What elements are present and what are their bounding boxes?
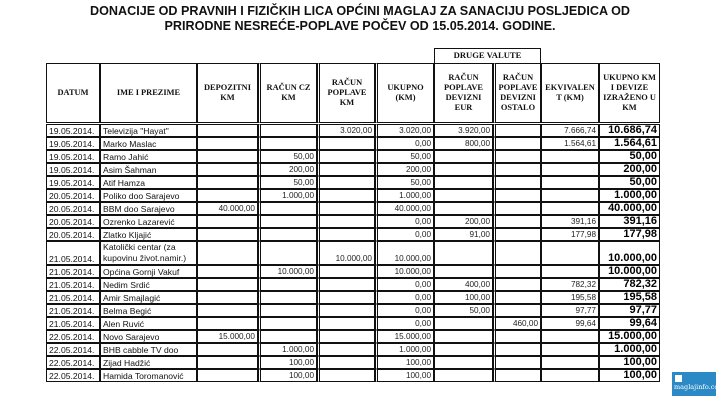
cell-ime: Ramo Jahić	[100, 150, 197, 163]
cell-cz: 100,00	[258, 356, 317, 369]
cell-total: 50,00	[599, 150, 660, 163]
cell-poplave	[317, 343, 375, 356]
col-header-ekvivalent: EKVIVALEN T (KM)	[541, 63, 599, 123]
cell-ime: Hamida Toromanović	[100, 369, 197, 382]
cell-eur	[434, 150, 493, 163]
cell-ime: Amir Smajlagić	[100, 291, 197, 304]
cell-eur: 50,00	[434, 304, 493, 317]
cell-cz	[258, 278, 317, 291]
cell-ime: Novo Sarajevo	[100, 330, 197, 343]
cell-datum: 22.05.2014.	[46, 343, 100, 356]
cell-ime: Ozrenko Lazarević	[100, 215, 197, 228]
cell-ime: BBM doo Sarajevo	[100, 202, 197, 215]
table-row	[46, 241, 660, 265]
table-row	[46, 330, 660, 343]
cell-ime: Alen Ruvić	[100, 317, 197, 330]
cell-ekv	[541, 369, 599, 382]
cell-ostalo	[493, 176, 541, 189]
cell-cz	[258, 137, 317, 150]
cell-ime: BHB cabble TV doo	[100, 343, 197, 356]
cell-ime: Općina Gornji Vakuf	[100, 265, 197, 278]
cell-total: 40.000,00	[599, 202, 660, 215]
cell-ostalo	[493, 343, 541, 356]
table-row	[46, 228, 660, 241]
cell-poplave	[317, 369, 375, 382]
cell-cz: 1.000,00	[258, 189, 317, 202]
cell-datum: 19.05.2014.	[46, 137, 100, 150]
watermark-text: maglajinfo.com	[674, 383, 724, 391]
cell-ekv: 97,77	[541, 304, 599, 317]
cell-depozitni	[197, 317, 258, 330]
cell-total: 391,16	[599, 215, 660, 228]
cell-eur	[434, 343, 493, 356]
cell-ekv	[541, 241, 599, 265]
cell-depozitni	[197, 369, 258, 382]
cell-datum: 20.05.2014.	[46, 215, 100, 228]
cell-total: 100,00	[599, 356, 660, 369]
col-header-racun-poplave: RAČUN POPLAVE KM	[317, 63, 375, 123]
cell-eur	[434, 241, 493, 265]
cell-depozitni	[197, 278, 258, 291]
cell-ostalo	[493, 291, 541, 304]
col-header-ukupno-km-devize: UKUPNO KM I DEVIZE IZRAŽENO U KM	[599, 63, 660, 123]
cell-ostalo	[493, 228, 541, 241]
cell-poplave	[317, 291, 375, 304]
cell-ostalo	[493, 265, 541, 278]
cell-poplave	[317, 137, 375, 150]
cell-datum: 22.05.2014.	[46, 369, 100, 382]
col-header-depozitni: DEPOZITNI KM	[197, 63, 258, 123]
cell-ukupno: 200,00	[375, 163, 434, 176]
cell-ime: Atif Hamza	[100, 176, 197, 189]
cell-datum: 20.05.2014.	[46, 228, 100, 241]
cell-total: 1.564,61	[599, 137, 660, 150]
cell-cz: 200,00	[258, 163, 317, 176]
cell-eur	[434, 369, 493, 382]
cell-total: 1.000,00	[599, 343, 660, 356]
cell-ekv: 782,32	[541, 278, 599, 291]
cell-poplave	[317, 317, 375, 330]
cell-ukupno: 50,00	[375, 176, 434, 189]
cell-eur: 91,00	[434, 228, 493, 241]
cell-total: 10.000,00	[599, 241, 660, 265]
title-line-2: PRIRODNE NESREĆE-POPLAVE POČEV OD 15.05.2014. GODINE.	[164, 19, 556, 33]
cell-datum: 21.05.2014.	[46, 304, 100, 317]
watermark-badge	[672, 372, 724, 396]
cell-depozitni	[197, 163, 258, 176]
cell-datum: 20.05.2014.	[46, 202, 100, 215]
table-row	[46, 189, 660, 202]
cell-ekv	[541, 189, 599, 202]
cell-ime: Marko Maslac	[100, 137, 197, 150]
cell-ekv: 1.564,61	[541, 137, 599, 150]
table-row	[46, 343, 660, 356]
cell-datum: 21.05.2014.	[46, 265, 100, 278]
cell-ukupno: 10.000,00	[375, 265, 434, 278]
cell-cz	[258, 228, 317, 241]
cell-ukupno: 50,00	[375, 150, 434, 163]
cell-total: 15.000,00	[599, 330, 660, 343]
table-row	[46, 278, 660, 291]
cell-ukupno: 0,00	[375, 317, 434, 330]
cell-poplave	[317, 265, 375, 278]
table-row	[46, 202, 660, 215]
cell-poplave	[317, 330, 375, 343]
title-line-1: DONACIJE OD PRAVNIH I FIZIČKIH LICA OPĆINI MAGLAJ ZA SANACIJU POSLJEDICA OD	[90, 4, 630, 18]
col-header-devizni-ostalo: RAČUN POPLAVE DEVIZNI OSTALO	[493, 63, 541, 123]
cell-depozitni	[197, 150, 258, 163]
cell-datum: 21.05.2014.	[46, 317, 100, 330]
col-header-devizni-eur: RAČUN POPLAVE DEVIZNI EUR	[434, 63, 493, 123]
cell-cz: 50,00	[258, 176, 317, 189]
cell-datum: 19.05.2014.	[46, 150, 100, 163]
cell-ostalo	[493, 278, 541, 291]
cell-ime: Katolički centar (za kupovinu život.namir.)	[100, 241, 197, 265]
cell-eur	[434, 163, 493, 176]
cell-cz: 50,00	[258, 150, 317, 163]
cell-ostalo	[493, 137, 541, 150]
cell-depozitni	[197, 137, 258, 150]
cell-total: 10.686,74	[599, 124, 660, 137]
cell-depozitni: 40.000,00	[197, 202, 258, 215]
cell-ukupno: 10.000,00	[375, 241, 434, 265]
cell-cz: 1.000,00	[258, 343, 317, 356]
cell-ekv	[541, 176, 599, 189]
cell-ukupno: 0,00	[375, 137, 434, 150]
cell-ukupno: 15.000,00	[375, 330, 434, 343]
cell-ime: Nedim Srdić	[100, 278, 197, 291]
cell-total: 99,64	[599, 317, 660, 330]
document-title	[0, 4, 720, 34]
cell-ukupno: 0,00	[375, 278, 434, 291]
cell-ostalo	[493, 189, 541, 202]
cell-ekv: 391,16	[541, 215, 599, 228]
cell-cz: 100,00	[258, 369, 317, 382]
cell-total: 195,58	[599, 291, 660, 304]
table-row	[46, 176, 660, 189]
cell-poplave: 3.020,00	[317, 124, 375, 137]
cell-poplave	[317, 202, 375, 215]
cell-ukupno: 0,00	[375, 215, 434, 228]
cell-eur	[434, 356, 493, 369]
cell-ostalo	[493, 356, 541, 369]
cell-ukupno: 0,00	[375, 228, 434, 241]
cell-ukupno: 1.000,00	[375, 189, 434, 202]
cell-datum: 21.05.2014.	[46, 291, 100, 304]
cell-depozitni	[197, 215, 258, 228]
cell-total: 100,00	[599, 369, 660, 382]
group-header-druge-valute: DRUGE VALUTE	[434, 48, 541, 63]
cell-ime: Televizija "Hayat"	[100, 124, 197, 137]
cell-datum: 22.05.2014.	[46, 356, 100, 369]
col-header-datum: DATUM	[46, 63, 100, 123]
cell-ostalo	[493, 163, 541, 176]
cell-depozitni	[197, 124, 258, 137]
col-header-ukupno: UKUPNO (KM)	[375, 63, 434, 123]
cell-eur	[434, 189, 493, 202]
cell-poplave	[317, 356, 375, 369]
table-row	[46, 124, 660, 137]
cell-eur: 100,00	[434, 291, 493, 304]
table-row	[46, 137, 660, 150]
cell-cz	[258, 317, 317, 330]
cell-total: 782,32	[599, 278, 660, 291]
cell-total: 1.000,00	[599, 189, 660, 202]
cell-eur: 3.920,00	[434, 124, 493, 137]
header-row	[46, 63, 660, 123]
cell-ekv	[541, 330, 599, 343]
cell-depozitni	[197, 265, 258, 278]
cell-total: 177,98	[599, 228, 660, 241]
cell-eur: 200,00	[434, 215, 493, 228]
cell-depozitni	[197, 241, 258, 265]
cell-poplave	[317, 304, 375, 317]
cell-ukupno: 40.000,00	[375, 202, 434, 215]
table-row	[46, 163, 660, 176]
cell-ukupno: 1.000,00	[375, 343, 434, 356]
cell-eur: 800,00	[434, 137, 493, 150]
table-row	[46, 304, 660, 317]
cell-depozitni	[197, 176, 258, 189]
cell-datum: 19.05.2014.	[46, 176, 100, 189]
cell-ostalo	[493, 241, 541, 265]
cell-ostalo	[493, 124, 541, 137]
table-body	[46, 124, 660, 382]
cell-total: 200,00	[599, 163, 660, 176]
cell-ime: Zijad Hadžić	[100, 356, 197, 369]
cell-poplave	[317, 176, 375, 189]
cell-total: 97,77	[599, 304, 660, 317]
cell-cz	[258, 124, 317, 137]
cell-depozitni	[197, 304, 258, 317]
cell-ekv	[541, 265, 599, 278]
cell-ostalo	[493, 369, 541, 382]
cell-ostalo	[493, 330, 541, 343]
cell-datum: 19.05.2014.	[46, 163, 100, 176]
cell-ime: Belma Begić	[100, 304, 197, 317]
cell-ostalo	[493, 304, 541, 317]
cell-total: 50,00	[599, 176, 660, 189]
cell-poplave	[317, 189, 375, 202]
cell-eur: 400,00	[434, 278, 493, 291]
cell-ukupno: 0,00	[375, 304, 434, 317]
cell-poplave: 10.000,00	[317, 241, 375, 265]
cell-depozitni	[197, 356, 258, 369]
cell-ostalo: 460,00	[493, 317, 541, 330]
logo-square-icon	[675, 375, 682, 382]
cell-ukupno: 3.020,00	[375, 124, 434, 137]
cell-ekv: 195,58	[541, 291, 599, 304]
cell-cz: 10.000,00	[258, 265, 317, 278]
cell-depozitni	[197, 189, 258, 202]
cell-ekv: 177,98	[541, 228, 599, 241]
cell-ime: Poliko doo Sarajevo	[100, 189, 197, 202]
cell-eur	[434, 265, 493, 278]
cell-depozitni: 15.000,00	[197, 330, 258, 343]
cell-cz	[258, 291, 317, 304]
cell-ukupno: 100,00	[375, 369, 434, 382]
cell-cz	[258, 330, 317, 343]
cell-ukupno: 0,00	[375, 291, 434, 304]
table-row	[46, 317, 660, 330]
cell-cz	[258, 215, 317, 228]
cell-depozitni	[197, 291, 258, 304]
cell-eur	[434, 176, 493, 189]
cell-datum: 22.05.2014.	[46, 330, 100, 343]
col-header-racun-cz: RAČUN CZ KM	[258, 63, 317, 123]
cell-cz	[258, 202, 317, 215]
cell-cz	[258, 304, 317, 317]
table-row	[46, 291, 660, 304]
cell-eur	[434, 317, 493, 330]
cell-ekv	[541, 202, 599, 215]
cell-eur	[434, 202, 493, 215]
cell-ostalo	[493, 202, 541, 215]
cell-ekv: 99,64	[541, 317, 599, 330]
cell-depozitni	[197, 228, 258, 241]
cell-ekv	[541, 356, 599, 369]
cell-ostalo	[493, 150, 541, 163]
donations-table	[46, 63, 660, 382]
cell-ukupno: 100,00	[375, 356, 434, 369]
cell-datum: 21.05.2014.	[46, 241, 100, 265]
table-row	[46, 215, 660, 228]
cell-poplave	[317, 228, 375, 241]
cell-datum: 20.05.2014.	[46, 189, 100, 202]
cell-eur	[434, 330, 493, 343]
cell-depozitni	[197, 343, 258, 356]
cell-total: 10.000,00	[599, 265, 660, 278]
cell-poplave	[317, 163, 375, 176]
cell-ekv: 7.666,74	[541, 124, 599, 137]
table-row	[46, 150, 660, 163]
cell-poplave	[317, 278, 375, 291]
col-header-ime: IME I PREZIME	[100, 63, 197, 123]
cell-ime: Zlatko Kljajić	[100, 228, 197, 241]
cell-poplave	[317, 215, 375, 228]
table-row	[46, 356, 660, 369]
cell-ekv	[541, 150, 599, 163]
cell-poplave	[317, 150, 375, 163]
table-row	[46, 265, 660, 278]
cell-ostalo	[493, 215, 541, 228]
cell-ekv	[541, 343, 599, 356]
table-row	[46, 369, 660, 382]
cell-datum: 21.05.2014.	[46, 278, 100, 291]
cell-ime: Asim Šahman	[100, 163, 197, 176]
cell-datum: 19.05.2014.	[46, 124, 100, 137]
cell-ekv	[541, 163, 599, 176]
cell-cz	[258, 241, 317, 265]
